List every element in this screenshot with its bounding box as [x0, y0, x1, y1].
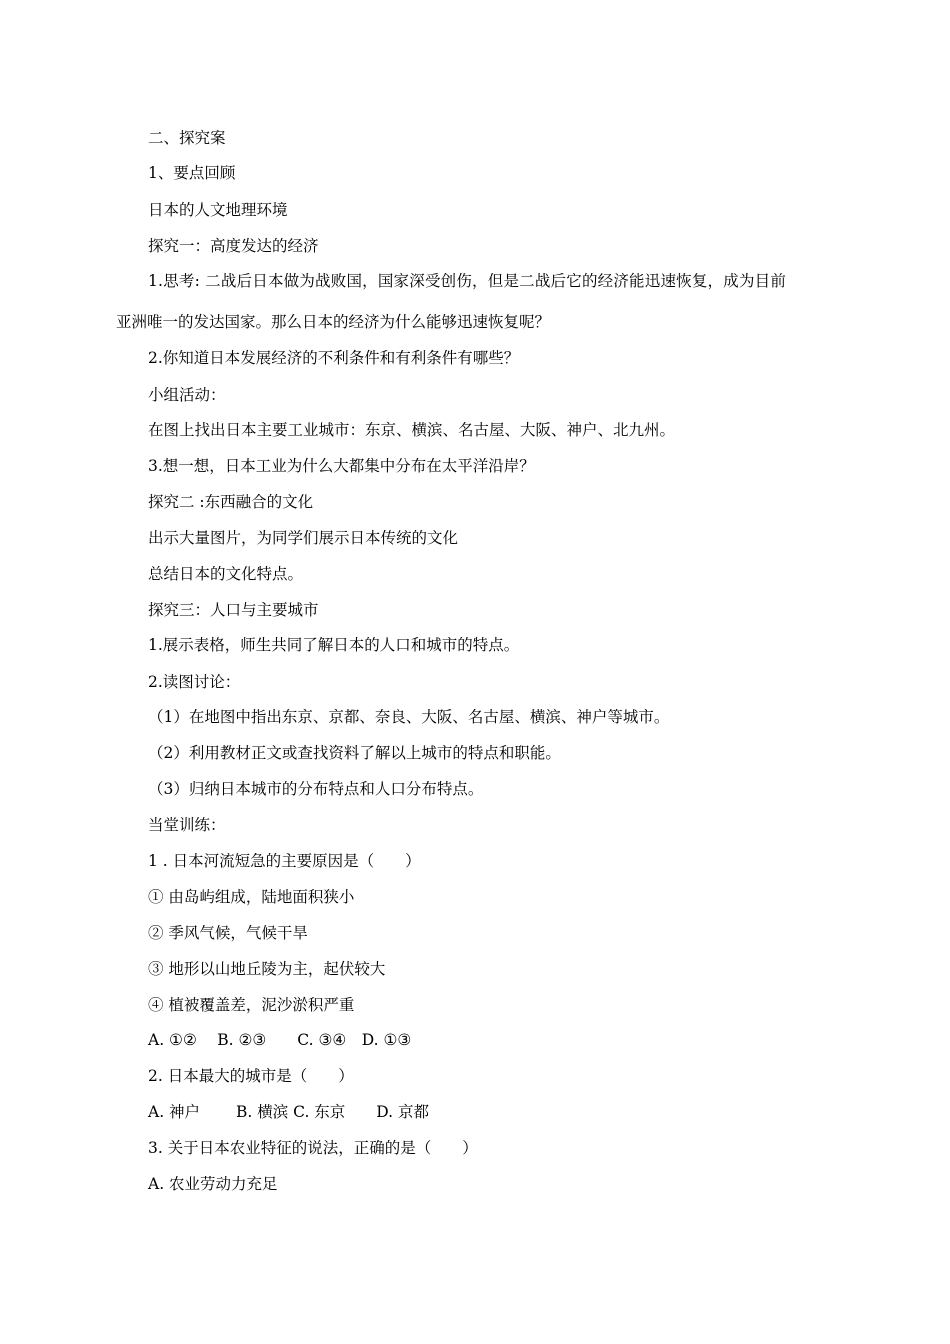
question-1-line-2: 亚洲唯一的发达国家。那么日本的经济为什么能够迅速恢复呢？	[116, 313, 551, 331]
question-3: 3.想一想，日本工业为什么大都集中分布在太平洋沿岸？	[148, 457, 535, 475]
population-table-text: 1.展示表格，师生共同了解日本的人口和城市的特点。	[148, 636, 520, 654]
map-discussion-item-3: （3）归纳日本城市的分布特点和人口分布特点。	[148, 780, 484, 798]
practice-question-1-option-2: ② 季风气候，气候干旱	[148, 924, 308, 942]
subsection-heading: 1、要点回顾	[148, 164, 236, 182]
map-discussion-item-1: （1）在地图中指出东京、京都、奈良、大阪、名古屋、横滨、神户等城市。	[148, 708, 670, 726]
inquiry-one-heading: 探究一：高度发达的经济	[148, 237, 319, 255]
map-discussion-item-2: （2）利用教材正文或查找资料了解以上城市的特点和职能。	[148, 744, 561, 762]
group-activity-text: 在图上找出日本主要工业城市：东京、横滨、名古屋、大阪、神户、北九州。	[148, 421, 676, 439]
question-2: 2.你知道日本发展经济的不利条件和有利条件有哪些？	[148, 349, 520, 367]
question-1-line-1: 1.思考: 二战后日本做为战败国，国家深受创伤，但是二战后它的经济能迅速恢复，成为目前	[148, 272, 787, 290]
practice-question-1: 1 . 日本河流短急的主要原因是（ ）	[148, 852, 421, 870]
section-heading: 二、探究案	[148, 129, 226, 147]
practice-question-3: 3. 关于日本农业特征的说法，正确的是（ ）	[148, 1139, 478, 1157]
practice-question-1-choices: A. ①② B. ②③ C. ③④ D. ①③	[148, 1031, 412, 1049]
map-discussion-heading: 2.读图讨论：	[148, 673, 241, 691]
topic-title: 日本的人文地理环境	[148, 201, 288, 219]
practice-question-1-option-3: ③ 地形以山地丘陵为主，起伏较大	[148, 960, 386, 978]
culture-summary: 总结日本的文化特点。	[148, 565, 304, 583]
practice-heading: 当堂训练：	[148, 816, 226, 834]
practice-question-3-option-a: A. 农业劳动力充足	[148, 1175, 278, 1193]
group-activity-heading: 小组活动：	[148, 386, 226, 404]
practice-question-1-option-1: ① 由岛屿组成，陆地面积狭小	[148, 888, 355, 906]
inquiry-three-heading: 探究三：人口与主要城市	[148, 601, 319, 619]
practice-question-1-option-4: ④ 植被覆盖差，泥沙淤积严重	[148, 996, 355, 1014]
inquiry-two-heading: 探究二 :东西融合的文化	[148, 493, 314, 511]
practice-question-2: 2. 日本最大的城市是（ ）	[148, 1067, 354, 1085]
practice-question-2-choices: A. 神户 B. 横滨 C. 东京 D. 京都	[148, 1103, 430, 1121]
culture-text: 出示大量图片，为同学们展示日本传统的文化	[148, 529, 459, 547]
